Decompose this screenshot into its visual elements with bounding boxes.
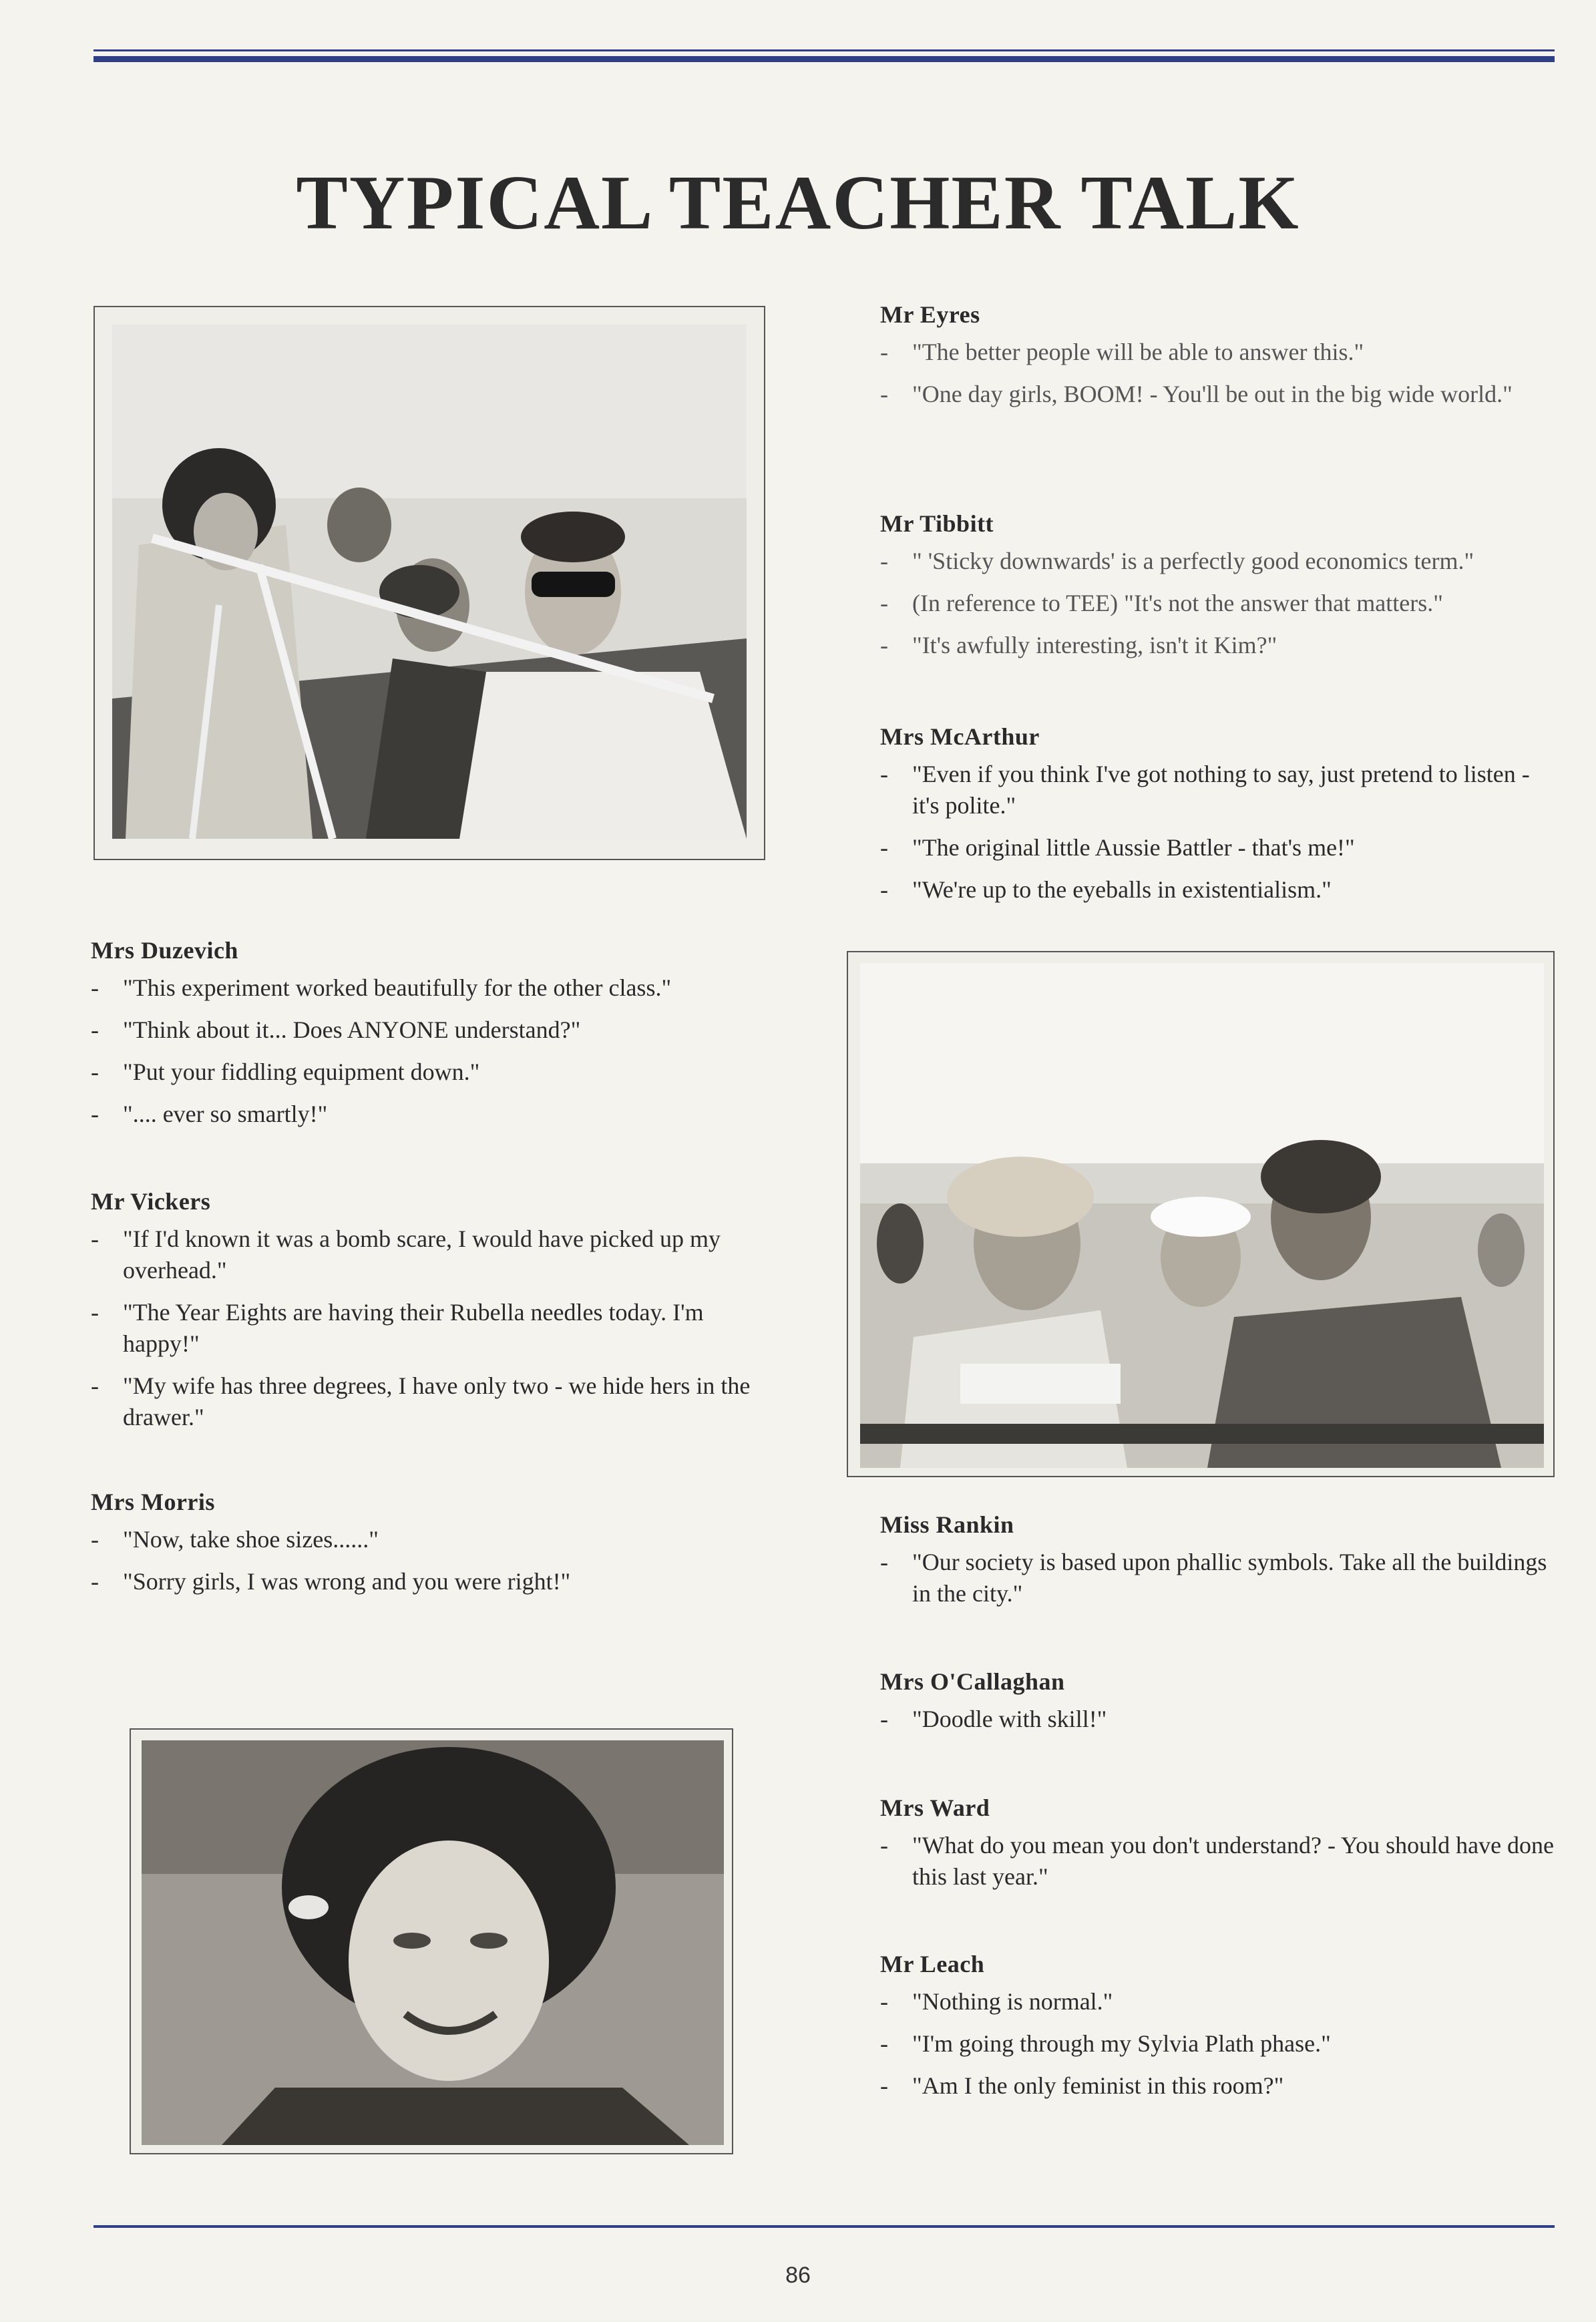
teacher-tibbitt — [880, 510, 1555, 672]
quote: - " 'Sticky downwards' is a perfectly good economics term." — [880, 548, 1474, 574]
quote: - (In reference to TEE) "It's not the answer that matters." — [880, 590, 1443, 616]
top-rule-thin — [93, 49, 1555, 51]
bottom-rule — [93, 2225, 1555, 2228]
teacher-duzevich — [91, 936, 785, 1141]
teacher-mcarthur — [880, 723, 1555, 916]
teacher-name: Mr Vickers — [91, 1188, 211, 1215]
teacher-name: Mr Leach — [880, 1951, 985, 1977]
page-number: 86 — [785, 2263, 811, 2288]
quote: - "Even if you think I've got nothing to say, just pretend to listen - it's polite." — [880, 761, 1530, 819]
top-rule-thick — [93, 56, 1555, 62]
teacher-rankin — [880, 1511, 1555, 1620]
teacher-name: Mr Tibbitt — [880, 510, 994, 537]
teacher-name: Mrs Duzevich — [91, 937, 238, 964]
quote: - "Our society is based upon phallic symbols. Take all the buildings in the city." — [880, 1549, 1547, 1607]
teacher-eyres — [880, 301, 1535, 421]
page-title: TYPICAL TEACHER TALK — [296, 160, 1300, 246]
quote: - "Think about it... Does ANYONE understand?" — [91, 1016, 581, 1043]
teacher-name: Miss Rankin — [880, 1511, 1014, 1538]
quote: - "The better people will be able to answer this." — [880, 339, 1364, 365]
quote: - "What do you mean you don't understand? - You should have done this last year." — [880, 1832, 1555, 1890]
photo-teachers-bleachers — [93, 306, 765, 860]
quote: - "If I'd known it was a bomb scare, I would have picked up my overhead." — [91, 1225, 721, 1284]
quote: - "We're up to the eyeballs in existentialism." — [880, 876, 1332, 903]
quote: - "Sorry girls, I was wrong and you were right!" — [91, 1568, 571, 1595]
quote: - "This experiment worked beautifully for the other class." — [91, 974, 672, 1001]
teacher-vickers — [91, 1187, 785, 1444]
teacher-name: Mr Eyres — [880, 301, 980, 328]
quote: - "Am I the only feminist in this room?" — [880, 2072, 1284, 2099]
teacher-name: Mrs Ward — [880, 1794, 990, 1821]
quote: - "The original little Aussie Battler - that's me!" — [880, 834, 1355, 861]
teacher-name: Mrs McArthur — [880, 723, 1040, 750]
quote: - "Doodle with skill!" — [880, 1706, 1107, 1732]
quote: - "Nothing is normal." — [880, 1988, 1113, 2015]
quote: - "Put your fiddling equipment down." — [91, 1058, 480, 1085]
photo-teachers-group — [847, 951, 1555, 1477]
photo-teacher-portrait — [130, 1728, 733, 2154]
quote: - "One day girls, BOOM! - You'll be out in the big wide world." — [880, 381, 1513, 407]
quote: - "My wife has three degrees, I have only two - we hide hers in the drawer." — [91, 1372, 751, 1430]
teacher-ocallaghan — [880, 1668, 1555, 1746]
quote: - "The Year Eights are having their Rubella needles today. I'm happy!" — [91, 1299, 704, 1357]
teacher-morris — [91, 1488, 785, 1608]
teacher-ward — [880, 1794, 1555, 1903]
quote: - "I'm going through my Sylvia Plath phase." — [880, 2030, 1331, 2057]
teacher-name: Mrs O'Callaghan — [880, 1668, 1065, 1695]
teacher-name: Mrs Morris — [91, 1489, 215, 1515]
quote: - "It's awfully interesting, isn't it Kim?" — [880, 632, 1277, 658]
quote: - ".... ever so smartly!" — [91, 1101, 328, 1127]
teacher-leach — [880, 1950, 1555, 2112]
quote: - "Now, take shoe sizes......" — [91, 1526, 379, 1553]
